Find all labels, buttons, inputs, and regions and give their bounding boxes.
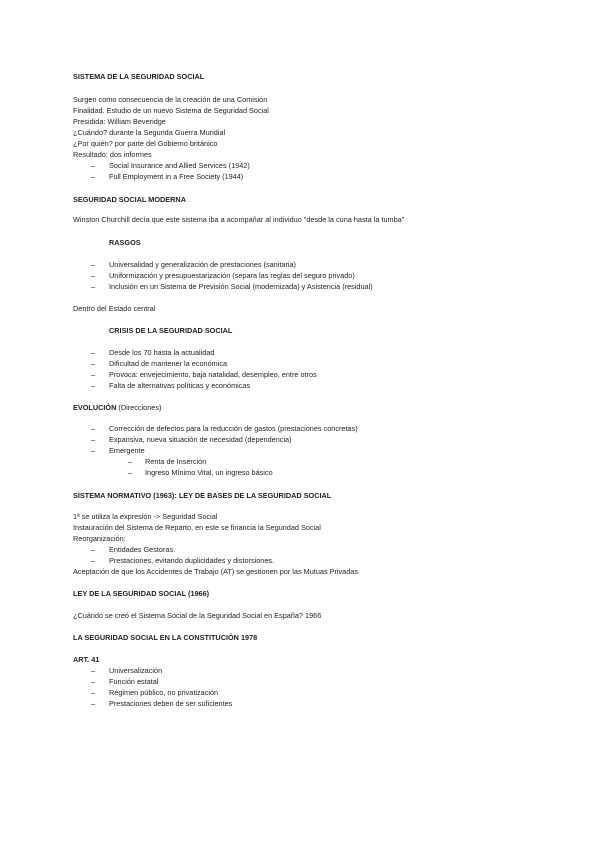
bullet-item: Uniformización y presupuestarización (separa las reglas del seguro privado) bbox=[109, 271, 355, 280]
bullet-item: Expansiva, nueva situación de necesidad (dependencia) bbox=[109, 435, 292, 444]
bullet-item: Falta de alternativas políticas y económicas bbox=[109, 381, 251, 390]
bullet-dash: – bbox=[91, 172, 96, 181]
section-title: LEY DE LA SEGURIDAD SOCIAL (1966) bbox=[73, 589, 210, 598]
sub-bullet-dash: – bbox=[128, 457, 133, 466]
bullet-dash: – bbox=[91, 435, 96, 444]
bullet-dash: – bbox=[91, 446, 96, 455]
quote-line: Winston Churchill decía que este sistema iba a acompañar al individuo "desde la cuna hasta la tumba" bbox=[73, 215, 405, 224]
bullet-dash: – bbox=[91, 424, 96, 433]
bullet-dash: – bbox=[91, 381, 96, 390]
bullet-dash: – bbox=[91, 260, 96, 269]
section-heading bbox=[73, 402, 161, 413]
bullet-dash: – bbox=[91, 677, 96, 686]
text-line: Aceptación de que los Accidentes de Trabajo (AT) se gestionen por las Mutuas Privadas bbox=[73, 567, 359, 576]
section-title: SEGURIDAD SOCIAL MODERNA bbox=[73, 195, 186, 204]
bullet-item: Dificultad de mantener la económica bbox=[109, 359, 228, 368]
bullet-item: Provoca: envejecimiento, baja natalidad, desempleo, entre otros bbox=[109, 370, 317, 379]
bullet-dash: – bbox=[91, 359, 96, 368]
text-line: Reorganización: bbox=[73, 534, 126, 543]
section-title: SISTEMA NORMATIVO (1963): LEY DE BASES DE LA SEGURIDAD SOCIAL bbox=[73, 491, 332, 500]
bullet-dash: – bbox=[91, 282, 96, 291]
sub-bullet-dash: – bbox=[128, 468, 133, 477]
bullet-dash: – bbox=[91, 666, 96, 675]
text-line: ¿Por quién? por parte del Gobierno británico bbox=[73, 139, 218, 148]
bullet-item: Régimen público, no privatización bbox=[109, 688, 219, 697]
text-line: Presidida: William Beveridge bbox=[73, 117, 166, 126]
text-line: Instauración del Sistema de Reparto, en este se financia la Seguridad Social bbox=[73, 523, 321, 532]
bullet-item: Inclusión en un Sistema de Previsión Social (modernizada) y Asistencia (residual) bbox=[109, 282, 373, 291]
article-title: ART. 41 bbox=[73, 655, 100, 664]
bullet-dash: – bbox=[91, 348, 96, 357]
bullet-dash: – bbox=[91, 545, 96, 554]
bullet-item: Social Insurance and Allied Services (1942) bbox=[109, 161, 250, 170]
sub-bullet-item: Renta de Inserción bbox=[145, 457, 207, 466]
text-line: Dentro del Estado central bbox=[73, 304, 156, 313]
text-line: ¿Cuándo? durante la Segunda Guerra Mundial bbox=[73, 128, 226, 137]
sub-bullet-item: Ingreso Mínimo Vital, un ingreso básico bbox=[145, 468, 273, 477]
bullet-dash: – bbox=[91, 688, 96, 697]
section-title: SISTEMA DE LA SEGURIDAD SOCIAL bbox=[73, 72, 205, 81]
bullet-item: Emergente bbox=[109, 446, 145, 455]
bullet-item: Universalidad y generalización de prestaciones (sanitaria) bbox=[109, 260, 296, 269]
text-line: Surgen como consecuencia de la creación de una Comisión bbox=[73, 95, 268, 104]
bullet-item: Corrección de defectos para la reducción de gastos (prestaciones concretas) bbox=[109, 424, 358, 433]
bullet-item: Prestaciones deben de ser suficientes bbox=[109, 699, 233, 708]
text-line: 1ª se utiliza la expresión -> Seguridad Social bbox=[73, 512, 218, 521]
bullet-item: Función estatal bbox=[109, 677, 159, 686]
text-line: ¿Cuándo se creó el Sistema Social de la Seguridad Social en España? 1966 bbox=[73, 611, 322, 620]
text-line: Resultado: dos informes bbox=[73, 150, 152, 159]
bullet-dash: – bbox=[91, 699, 96, 708]
bullet-item: Desde los 70 hasta la actualidad bbox=[109, 348, 215, 357]
bullet-dash: – bbox=[91, 161, 96, 170]
bullet-dash: – bbox=[91, 556, 96, 565]
bullet-item: Prestaciones, evitando duplicidades y distorsiones. bbox=[109, 556, 275, 565]
section-subtitle: (Direcciones) bbox=[116, 403, 162, 412]
subsection-title: RASGOS bbox=[109, 238, 141, 247]
bullet-item: Universalización bbox=[109, 666, 163, 675]
bullet-dash: – bbox=[91, 271, 96, 280]
section-title: LA SEGURIDAD SOCIAL EN LA CONSTITUCIÓN 1978 bbox=[73, 633, 258, 642]
section-title: EVOLUCIÓN bbox=[73, 403, 117, 412]
text-line: Finalidad. Estudio de un nuevo Sistema de Seguridad Social bbox=[73, 106, 269, 115]
bullet-item: Entidades Gestoras. bbox=[109, 545, 176, 554]
bullet-item: Full Employment in a Free Society (1944) bbox=[109, 172, 244, 181]
subsection-title: CRISIS DE LA SEGURIDAD SOCIAL bbox=[109, 326, 233, 335]
bullet-dash: – bbox=[91, 370, 96, 379]
